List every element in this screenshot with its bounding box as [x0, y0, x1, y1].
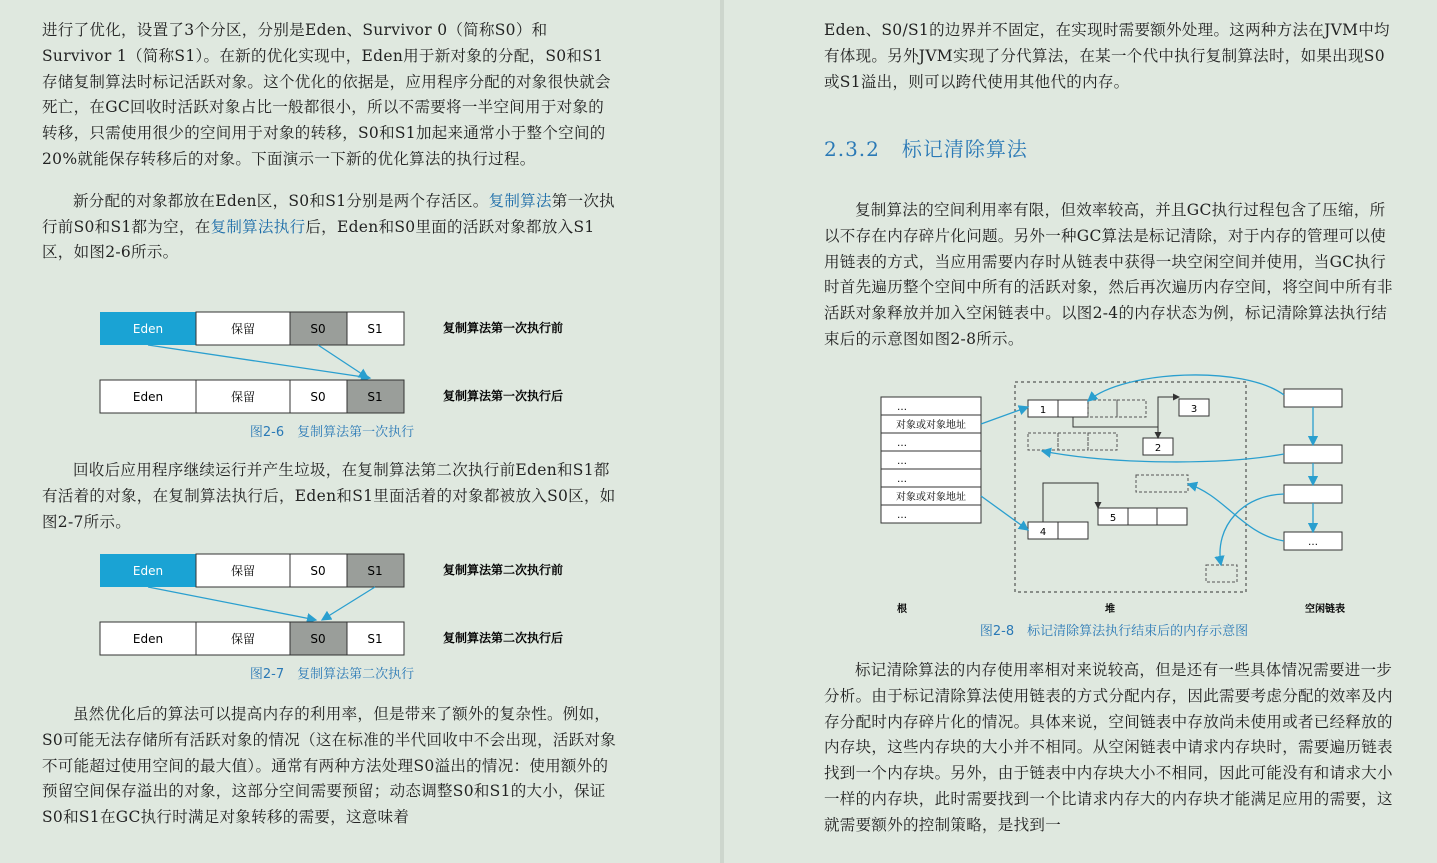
left-column-bottom [42, 702, 617, 831]
root-cell-6: 对象或对象地址 [896, 492, 966, 503]
node-5-cell [1157, 508, 1187, 525]
link-copy-algorithm-execution[interactable]: 复制算法执行 [210, 217, 306, 236]
root-cell-1: … [897, 402, 907, 413]
left-para-2 [42, 189, 617, 266]
figure-2-8 [864, 365, 1384, 645]
label-root: 根 [897, 604, 907, 615]
node-2-label: 2 [1154, 443, 1162, 454]
node-1-label: 1 [1039, 405, 1047, 416]
left-para-2-text-a: 新分配的对象都放在Eden区，S0和S1分别是两个存活区。 [73, 191, 489, 210]
left-column [42, 18, 617, 266]
free-block [1088, 400, 1117, 417]
root-cell-7: … [897, 510, 907, 521]
right-para-1: Eden、S0/S1的边界并不固定，在实现时需要额外处理。这两种方法在JVM中均有体现。另外JVM实现了分代算法，在某一个代中执行复制算法时，如果出现S0或S1溢出，则可以跨代使用其他代的内存。 [824, 21, 1390, 91]
node-4-label: 4 [1039, 527, 1047, 538]
root-column-frame [881, 397, 981, 523]
left-para-2-text-b: 第一次执行前S0和S1都为空，在 [42, 191, 615, 236]
ref-arrow-1-to-2 [1073, 417, 1158, 438]
ref-arrow-2-to-3 [1158, 397, 1179, 438]
free-block [1088, 433, 1117, 450]
freelist-node-1 [1284, 389, 1342, 407]
section-number: 2.3.2 [824, 137, 880, 161]
fig27-after-s0-label: S0 [310, 632, 326, 646]
node-5-cell [1128, 508, 1157, 525]
left-para-3: 回收后应用程序继续运行并产生垃圾，在复制算法第二次执行前Eden和S1都有活着的对象，在复制算法执行后，Eden和S1里面活着的对象都被放入S0区，如图2-7所示。 [42, 461, 616, 531]
fig27-after-eden-label: Eden [132, 632, 164, 646]
root-arrow-to-node-4 [981, 496, 1028, 530]
fig27-after-s1-label: S1 [367, 632, 383, 646]
freelist-node-4-label: … [1308, 537, 1318, 548]
fig28-caption: 图2-8 标记清除算法执行结束后的内存示意图 [979, 624, 1249, 639]
fig26-before-row-label: 复制算法第一次执行前 [443, 321, 564, 335]
label-heap: 堆 [1105, 604, 1115, 615]
freelist-arrow-to-block [1188, 484, 1284, 541]
figure-2-6 [98, 308, 618, 444]
fig27-before-reserve-label: 保留 [230, 564, 256, 578]
left-column-middle [42, 458, 617, 535]
free-block [1117, 400, 1146, 417]
root-cell-5: … [897, 474, 907, 485]
node-5-label: 5 [1109, 513, 1117, 524]
section-title: 标记清除算法 [901, 137, 1028, 161]
node-4-cell [1058, 522, 1088, 539]
free-block [1028, 433, 1058, 450]
fig26-after-s0-label: S0 [310, 390, 326, 404]
root-column [881, 397, 981, 523]
fig27-arrow-eden-to-s0 [148, 587, 316, 620]
fig26-before-s0-label: S0 [310, 322, 326, 336]
fig26-caption: 图2-6 复制算法第一次执行 [249, 425, 415, 440]
fig26-before-s1-label: S1 [367, 322, 383, 336]
right-column-bottom [824, 658, 1399, 839]
fig26-before-reserve-label: 保留 [230, 322, 256, 336]
fig26-after-eden-label: Eden [132, 390, 164, 404]
label-freelist: 空闲链表 [1305, 604, 1345, 615]
root-cell-3: … [897, 438, 907, 449]
fig27-before-s1-label: S1 [367, 564, 383, 578]
fig26-arrow-s0-to-s1 [318, 345, 368, 378]
fig26-after-s1-label: S1 [367, 390, 383, 404]
section-heading [824, 133, 1028, 162]
fig27-after-reserve-label: 保留 [230, 632, 256, 646]
node-3-label: 3 [1190, 404, 1198, 415]
fig27-before-eden-label: Eden [132, 564, 164, 578]
fig27-arrow-s1-to-s0 [322, 587, 375, 620]
fig27-before-s0-label: S0 [310, 564, 326, 578]
fig26-after-row-label: 复制算法第一次执行后 [443, 389, 564, 403]
fig27-after-row-label: 复制算法第二次执行后 [443, 631, 564, 645]
free-block [1206, 565, 1237, 582]
freelist-node-2 [1284, 445, 1342, 463]
root-cell-2: 对象或对象地址 [896, 420, 966, 431]
fig26-before-eden-label: Eden [132, 322, 164, 336]
freelist-node-3 [1284, 485, 1342, 503]
root-arrow-to-node-1 [981, 407, 1028, 424]
free-block [1058, 433, 1088, 450]
fig27-before-row-label: 复制算法第二次执行前 [443, 563, 564, 577]
freelist-arrow-to-block [1220, 494, 1284, 565]
fig27-caption: 图2-7 复制算法第二次执行 [249, 667, 415, 682]
ref-arrow-4-to-5 [1043, 483, 1098, 522]
right-page [724, 0, 1437, 863]
link-copy-algorithm[interactable]: 复制算法 [488, 191, 552, 210]
free-block [1136, 475, 1188, 492]
root-cell-4: … [897, 456, 907, 467]
figure-2-7 [98, 550, 618, 686]
node-1-cell [1058, 400, 1088, 417]
fig26-arrow-eden-to-s1 [148, 345, 370, 378]
left-para-1: 进行了优化，设置了3个分区，分别是Eden、Survivor 0（简称S0）和Survivor 1（简称S1）。在新的优化实现中，Eden用于新对象的分配，S0和S1存储复制算法时标记活跃对象。这个优化的依据是，应用程序分配的对象很快就会死亡，在GC回收时活跃对象占比一般都很小，所以不需要将一半空间用于对象的转移，只需使用很少的空间用于对象的转移，S0和S1加起来通常小于整个空间的20%就能保存转移后的对象。下面演示一下新的优化算法的执行过程。 [42, 21, 611, 168]
fig26-after-reserve-label: 保留 [230, 390, 256, 404]
right-column-top [824, 18, 1399, 95]
right-column-middle [824, 198, 1399, 353]
left-para-2-text-c: 后，Eden和S0里面的活跃对象都放入S1区，如图2-6所示。 [42, 217, 595, 262]
right-para-2: 复制算法的空间利用率有限，但效率较高，并且GC执行过程包含了压缩，所以不存在内存碎片化问题。另外一种GC算法是标记清除，对于内存的管理可以使用链表的方式，当应用需要内存时从链表中获得一块空闲空间并使用，当GC执行时首先遍历整个空间中所有的活跃对象，然后再次遍历内存空间，将空间中所有非活跃对象释放并加入空闲链表中。以图2-4的内存状态为例，标记清除算法执行结束后的示意图如图2-8所示。 [824, 201, 1393, 348]
right-para-3: 标记清除算法的内存使用率相对来说较高，但是还有一些具体情况需要进一步分析。由于标记清除算法使用链表的方式分配内存，因此需要考虑分配的效率及内存分配时内存碎片化的情况。具体来说，空间链表中存放尚未使用或者已经释放的内存块，这些内存块的大小并不相同。从空闲链表中请求内存块时，需要遍历链表找到一个内存块。另外，由于链表中内存块大小不相同，因此可能没有和请求大小一样的内存块，此时需要找到一个比请求内存大的内存块才能满足应用的需要，这就需要额外的控制策略，是找到一 [824, 661, 1393, 834]
left-para-4: 虽然优化后的算法可以提高内存的利用率，但是带来了额外的复杂性。例如，S0可能无法存储所有活跃对象的情况（这在标准的半代回收中不会出现，活跃对象不可能超过使用空间的最大值）。通常有两种方法处理S0溢出的情况：使用额外的预留空间保存溢出的对象，这部分空间需要预留；动态调整S0和S1的大小，保证S0和S1在GC执行时满足对象转移的需要，这意味着 [42, 705, 617, 827]
freelist-arrow-to-block [1088, 375, 1284, 401]
